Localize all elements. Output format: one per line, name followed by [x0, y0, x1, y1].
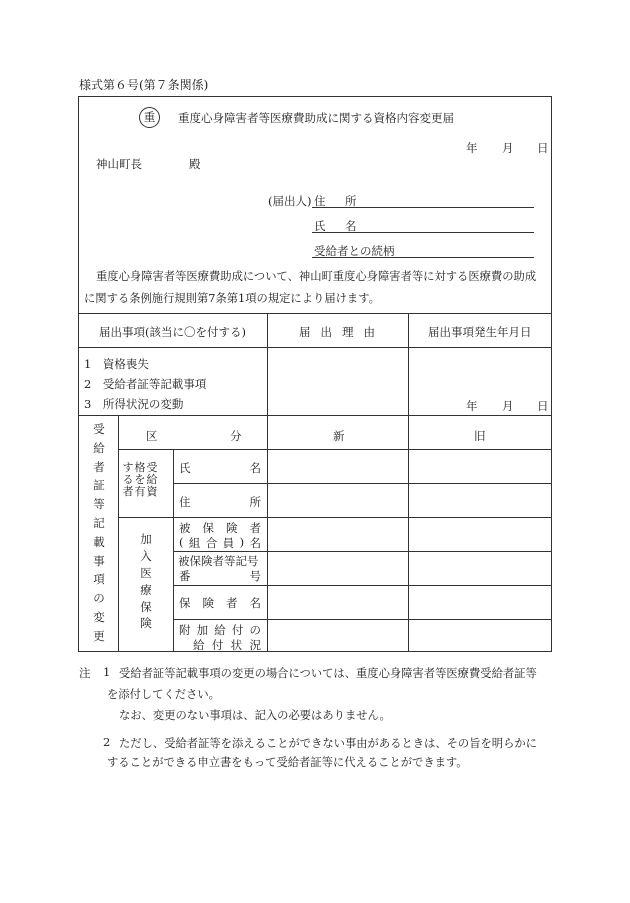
- insurance-row-1-line2: [179, 535, 261, 551]
- qualified-char: す: [122, 461, 134, 474]
- qualified-char: 者: [122, 485, 134, 498]
- row-char: (: [179, 535, 184, 549]
- side-char: 変: [93, 609, 105, 624]
- row-char: 附: [179, 623, 191, 637]
- qualified-char: 有: [134, 485, 146, 498]
- note-1-line-3: なお、変更のない事項は、記入の必要はありません。: [119, 709, 391, 722]
- qualified-group-label: [122, 462, 158, 498]
- row-char: 状: [230, 638, 243, 652]
- side-char: 給: [93, 440, 105, 455]
- row-char: 付: [231, 623, 244, 637]
- insurance-char: 険: [140, 616, 152, 631]
- date-day-label: 日: [537, 141, 549, 155]
- col-header-reason-char: 届: [299, 325, 311, 339]
- insurance-row-rule-3: [173, 619, 552, 620]
- side-char: 受: [93, 422, 105, 436]
- new-old-divider: [408, 415, 409, 652]
- note-2-line-1: ただし、受給者証等を添えることができない事由があるときは、その旨を明らかに: [119, 737, 537, 750]
- items-bottom-rule: [78, 415, 552, 416]
- col-divider-2: [408, 313, 409, 415]
- kubun-header-char-1: 区: [146, 429, 158, 443]
- row-char: 名: [249, 596, 261, 610]
- row-char: 加: [196, 623, 209, 637]
- note-1-line-2: を添付してください。: [107, 688, 220, 701]
- filer-prefix: (届出人): [268, 194, 312, 208]
- qualified-char: を: [134, 473, 146, 486]
- body-text-line-1: 重度心身障害者等医療費助成について、神山町重度心身障害者等に対する医療費の助成: [96, 270, 537, 283]
- insurance-char: 医: [140, 565, 152, 580]
- insurance-row-4-line1: [179, 622, 261, 638]
- row-char: 組: [188, 536, 201, 550]
- form-number-label: 様式第６号(第７条関係): [79, 78, 209, 92]
- notes-prefix: 注: [79, 666, 91, 680]
- table-top-rule: [78, 313, 552, 314]
- filer-name-underline[interactable]: [312, 232, 534, 233]
- insurance-char: 加: [140, 532, 152, 546]
- insurance-group-label: [139, 534, 153, 630]
- row-char: 被: [179, 521, 191, 535]
- row-char: 番: [179, 569, 191, 583]
- side-char: 更: [93, 628, 105, 643]
- date-year-label: 年: [466, 141, 478, 155]
- row-char: 者: [226, 596, 238, 610]
- insurance-char: 入: [140, 548, 152, 563]
- row-char: 員: [222, 536, 235, 550]
- row-char: 名: [249, 461, 261, 475]
- insurance-char: 療: [140, 582, 152, 597]
- side-char: 者: [93, 459, 105, 474]
- body-text-line-2: に関する条例施行規則第7条第1項の規定により届けます。: [84, 292, 380, 305]
- old-header: 旧: [474, 429, 486, 443]
- col-header-reason: [299, 324, 375, 340]
- qualified-row-name: [179, 460, 261, 476]
- row-char: 付: [211, 638, 224, 652]
- date-month-label: 月: [502, 141, 514, 155]
- filer-name-label-1: 氏: [314, 219, 326, 233]
- stamp-mark: 重: [139, 107, 160, 128]
- row-char: 保: [202, 521, 214, 535]
- kubun-header-rule: [118, 449, 552, 450]
- filer-address-label-1: 住: [314, 194, 326, 208]
- qualified-char: る: [122, 473, 134, 486]
- col-divider-1: [267, 313, 268, 415]
- row-char: 号: [249, 569, 261, 583]
- item-option-3[interactable]: 3 所得状況の変動: [84, 397, 184, 411]
- col-header-reason-char: 由: [363, 325, 375, 339]
- insurance-row-3: [179, 595, 261, 611]
- note-1-line-1: 受給者証等記載事項の変更の場合については、重度心身障害者等医療費受給者証等: [119, 667, 537, 680]
- filer-relation-label: 受給者との続柄: [314, 244, 395, 258]
- filer-address-underline[interactable]: [312, 207, 534, 208]
- new-header: 新: [333, 429, 345, 443]
- row-char: 名: [249, 536, 261, 550]
- qualified-char: 給: [146, 473, 158, 486]
- side-char: 項: [93, 572, 105, 587]
- side-char: 事: [93, 553, 105, 568]
- col-header-reason-char: 理: [342, 325, 354, 339]
- col-header-reason-char: 出: [320, 325, 332, 339]
- side-char: 記: [93, 515, 105, 530]
- row-char: 険: [226, 521, 238, 535]
- qualified-char: 格: [134, 461, 146, 474]
- item-date-month: 月: [502, 399, 514, 413]
- row-char: 合: [205, 536, 218, 550]
- qualified-char: 資: [146, 485, 158, 498]
- qualified-char: 受: [146, 461, 158, 474]
- note-2-number: 2: [103, 735, 111, 749]
- insurance-row-2-line1: 被保険者等記号: [178, 554, 259, 568]
- note-1-number: 1: [103, 665, 111, 679]
- row-char: 者: [249, 521, 261, 535]
- qualified-row-address: [179, 494, 261, 510]
- insurance-row-1-line1: [179, 520, 261, 536]
- kubun-header-char-2: 分: [230, 429, 242, 443]
- addressee-honorific: 殿: [189, 157, 201, 171]
- qualified-row-rule: [173, 483, 552, 484]
- row-char: 給: [193, 638, 205, 652]
- side-char: 等: [93, 497, 105, 512]
- filer-address-label-2: 所: [345, 194, 357, 208]
- insurance-row-rule-2: [173, 585, 552, 586]
- row-char: 保: [179, 596, 191, 610]
- filer-relation-underline[interactable]: [312, 257, 534, 258]
- item-option-2[interactable]: 2 受給者証等記載事項: [84, 377, 207, 391]
- note-2-line-2: することができる申立書をもって受給者証等に代えることができます。: [107, 756, 468, 769]
- side-char: 載: [93, 534, 105, 549]
- col-header-items: 届出事項(該当に〇を付する): [99, 325, 246, 339]
- item-option-1[interactable]: 1 資格喪失: [84, 357, 149, 371]
- row-char: 給: [214, 623, 226, 637]
- row-char: の: [249, 623, 261, 637]
- addressee-name: 神山町長: [96, 157, 142, 171]
- insurance-row-rule-1: [173, 551, 552, 552]
- insurance-top-rule: [118, 517, 552, 518]
- row-char: 所: [249, 495, 261, 509]
- row-char: 氏: [179, 461, 191, 475]
- filer-name-label-2: 名: [345, 219, 357, 233]
- item-date-year: 年: [466, 399, 478, 413]
- row-char: 住: [179, 495, 191, 509]
- row-char: ): [239, 535, 245, 549]
- insurance-row-4-line2: [193, 637, 261, 653]
- form-title: 重度心身障害者等医療費助成に関する資格内容変更届: [178, 111, 454, 125]
- changes-side-label: [92, 424, 106, 642]
- row-char: 険: [202, 596, 214, 610]
- section-divider: [118, 415, 119, 652]
- col-header-date: 届出事項発生年月日: [428, 325, 532, 339]
- item-date-day: 日: [537, 399, 549, 413]
- header-bottom-rule: [78, 347, 552, 348]
- insurance-char: 保: [140, 599, 152, 614]
- row-char: 況: [249, 638, 261, 652]
- side-char: の: [93, 591, 105, 606]
- insurance-row-2-line2: [179, 568, 261, 584]
- kubun-right-divider: [267, 415, 268, 652]
- side-char: 証: [93, 478, 105, 493]
